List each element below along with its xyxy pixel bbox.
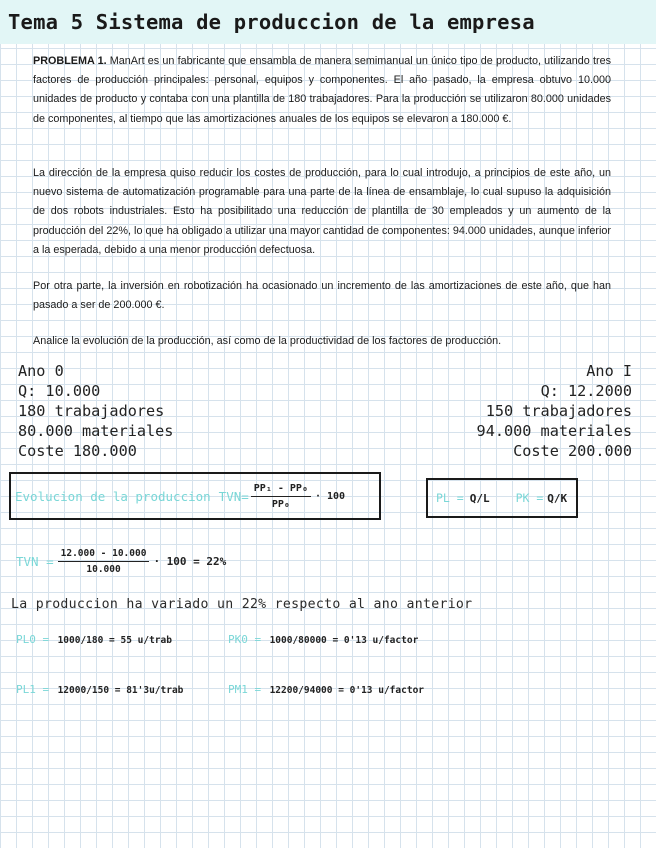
productivity-box — [426, 478, 578, 518]
formula-label: Evolucion de la produccion — [15, 488, 211, 504]
tvn-calc-fraction — [58, 548, 150, 575]
year1-materials: 94.000 materiales — [476, 422, 632, 440]
year0-heading: Ano 0 — [18, 362, 64, 380]
formula-times: · 100 — [314, 490, 346, 502]
pl-expression: Q/L — [469, 491, 490, 505]
calc-row — [228, 630, 418, 648]
pk-expression: Q/K — [547, 491, 568, 505]
problem-paragraph-4: Analice la evolución de la producción, así como de la productividad de los factores de producción. — [33, 335, 502, 347]
calc-label: PM1 = — [228, 683, 262, 696]
year0-column — [18, 361, 173, 461]
pl-label: PL = — [436, 491, 464, 505]
tvn-calc-result: · 100 = 22% — [153, 555, 227, 568]
tvn-calc-numerator: 12.000 - 10.000 — [58, 548, 150, 562]
year1-quantity: Q: 12.2000 — [540, 382, 632, 400]
tvn-calculation — [16, 548, 226, 575]
year0-cost: Coste 180.000 — [18, 442, 137, 460]
tvn-calc-denominator: 10.000 — [86, 564, 121, 575]
formula-numerator: PP₁ - PP₀ — [251, 483, 311, 497]
formula-box — [9, 472, 381, 520]
calc-expression: 1000/80000 = 0'13 u/factor — [269, 635, 419, 646]
page-title: Tema 5 Sistema de produccion de la empresa — [0, 0, 656, 44]
calc-expression: 1000/180 = 55 u/trab — [57, 635, 172, 646]
pk-label: PK = — [515, 491, 544, 505]
calc-row — [16, 630, 172, 648]
formula-denominator: PP₀ — [271, 498, 290, 510]
calc-label: PL1 = — [16, 683, 50, 696]
problem-label: PROBLEMA 1. — [33, 55, 107, 67]
year1-cost: Coste 200.000 — [513, 442, 632, 460]
problem-paragraph-2: La dirección de la empresa quiso reducir los costes de producción, para lo cual introdujo, a principios de este año, un nuevo sistema de automatización programable para una parte de la línea de ensamblaje, lo cual supuso la adquisición de dos robots industriales. Esto ha posibilitado una reducción de plantilla de 30 empleados y un aumento de la producción del 22%, lo que ha obligado a utilizar una mayor cantidad de componentes: 94.000 unidades, aunque inferior a la esperada, debido a una menor producción defectuosa. — [33, 167, 611, 256]
problem-paragraph-1 — [33, 52, 611, 129]
calc-expression: 12000/150 = 81'3u/trab — [57, 685, 184, 696]
year1-workers: 150 trabajadores — [485, 402, 632, 420]
problem-text-1: ManArt es un fabricante que ensambla de manera semimanual un único tipo de producto, utilizando tres factores de producción principales: personal, equipos y componentes. El año pasado, la empresa obtuvo 10.000 unidades de producto y contaba con una plantilla de 180 trabajadores. Para la producción se utilizaron 80.000 unidades de componentes, al tiempo que las amortizaciones anuales de los equipos se elevaron a 180.000 €. — [33, 55, 611, 125]
year0-workers: 180 trabajadores — [18, 402, 165, 420]
calc-row — [16, 680, 183, 698]
formula-tvn-label: TVN= — [218, 488, 249, 504]
year0-quantity: Q: 10.000 — [18, 382, 101, 400]
conclusion-text: La produccion ha variado un 22% respecto al ano anterior — [11, 597, 473, 612]
calc-label: PK0 = — [228, 633, 262, 646]
year1-column — [477, 361, 632, 461]
tvn-calc-label: TVN = — [16, 554, 54, 569]
calc-label: PL0 = — [16, 633, 50, 646]
year0-materials: 80.000 materiales — [18, 422, 174, 440]
calc-row — [228, 680, 424, 698]
calc-expression: 12200/94000 = 0'13 u/factor — [269, 685, 425, 696]
year1-heading: Ano I — [586, 362, 632, 380]
problem-paragraph-3: Por otra parte, la inversión en robotización ha ocasionado un incremento de las amortizaciones de este año, que han pasado a ser de 200.000 €. — [33, 280, 611, 312]
formula-fraction — [251, 483, 311, 510]
